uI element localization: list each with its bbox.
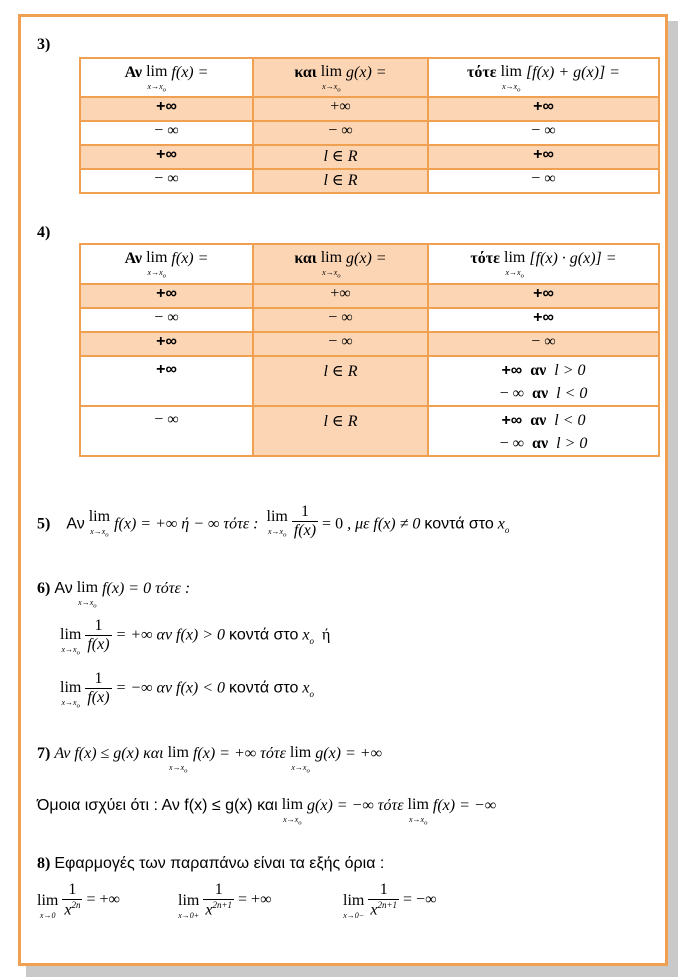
header-cell-result: τότε lim $x\to x_o$ [f(x) · g(x)] = <box>428 244 659 284</box>
section-3-number: 3) <box>37 36 51 53</box>
table-row: − ∞ − ∞ − ∞ <box>80 121 659 145</box>
conditional-result: +∞ αν l < 0 − ∞ αν l > 0 <box>428 406 659 456</box>
table-row: +∞ l ∈ R +∞ <box>80 145 659 169</box>
section-6-line-1: lim $x\to x_o$ $\frac{1}{f(x)}$ = +∞ αν f(x) > 0 κοντά στο $x_o$ ή <box>60 617 331 657</box>
section-7-line: 7) Αν f(x) ≤ g(x) και lim $x\to x_o$ f(x) = +∞ τότε lim $x\to x_o$ g(x) = +∞ <box>37 744 383 775</box>
section-5-line: 5) Αν lim $x\to x_o$ f(x) = +∞ ή − ∞ τότε : lim $x\to x_o$ $\frac{1}{f(x)}$ = 0 , με f(x) ≠ 0 κοντά στο $x_o$ <box>37 503 510 540</box>
header-cell-f: Αν lim $x\to x_o$ f(x) = <box>80 244 253 284</box>
example-limit-1: lim x→0 $\frac{1}{x^{2n}}$ = +∞ <box>37 881 120 920</box>
table-row: − ∞ l ∈ R − ∞ <box>80 169 659 193</box>
sum-limits-table <box>79 57 660 194</box>
conditional-result: +∞ αν l > 0 − ∞ αν l < 0 <box>428 356 659 406</box>
table-row: +∞ − ∞ − ∞ <box>80 332 659 356</box>
section-4-number: 4) <box>37 224 51 241</box>
header-cell-result: τότε lim $x\to x_o$ [f(x) + g(x)] = <box>428 58 659 97</box>
example-limit-3: lim x→0− $\frac{1}{x^{2n+1}}$ = −∞ <box>343 881 437 920</box>
section-6-intro: 6) Αν lim $x\to x_o$ f(x) = 0 τότε : <box>37 579 191 610</box>
product-limits-table <box>79 243 660 457</box>
table-row: − ∞ l ∈ R +∞ αν l < 0 − ∞ αν l > 0 <box>80 406 659 456</box>
table-row: +∞ +∞ +∞ <box>80 97 659 121</box>
header-cell-g: και lim $x\to x_o$ g(x) = <box>253 244 428 284</box>
example-limit-2: lim x→0+ $\frac{1}{x^{2n+1}}$ = +∞ <box>178 881 272 920</box>
header-cell-g: και lim $x\to x_o$ g(x) = <box>253 58 428 97</box>
table-row: +∞ l ∈ R +∞ αν l > 0 − ∞ αν l < 0 <box>80 356 659 406</box>
section-8-intro: 8) Εφαρμογές των παραπάνω είναι τα εξής όρια : <box>37 855 385 872</box>
table-row: − ∞ − ∞ +∞ <box>80 308 659 332</box>
table-row: +∞ +∞ +∞ <box>80 284 659 308</box>
header-cell-f: Αν lim $x\to x_o$ f(x) = <box>80 58 253 97</box>
section-6-line-2: lim $x\to x_o$ $\frac{1}{f(x)}$ = −∞ αν f(x) < 0 κοντά στο $x_o$ <box>60 670 315 710</box>
section-7-similar: Όμοια ισχύει ότι : Αν f(x) ≤ g(x) και lim $x\to x_o$ g(x) = −∞ τότε lim $x\to x_o$ f(x) = −∞ <box>37 796 497 827</box>
